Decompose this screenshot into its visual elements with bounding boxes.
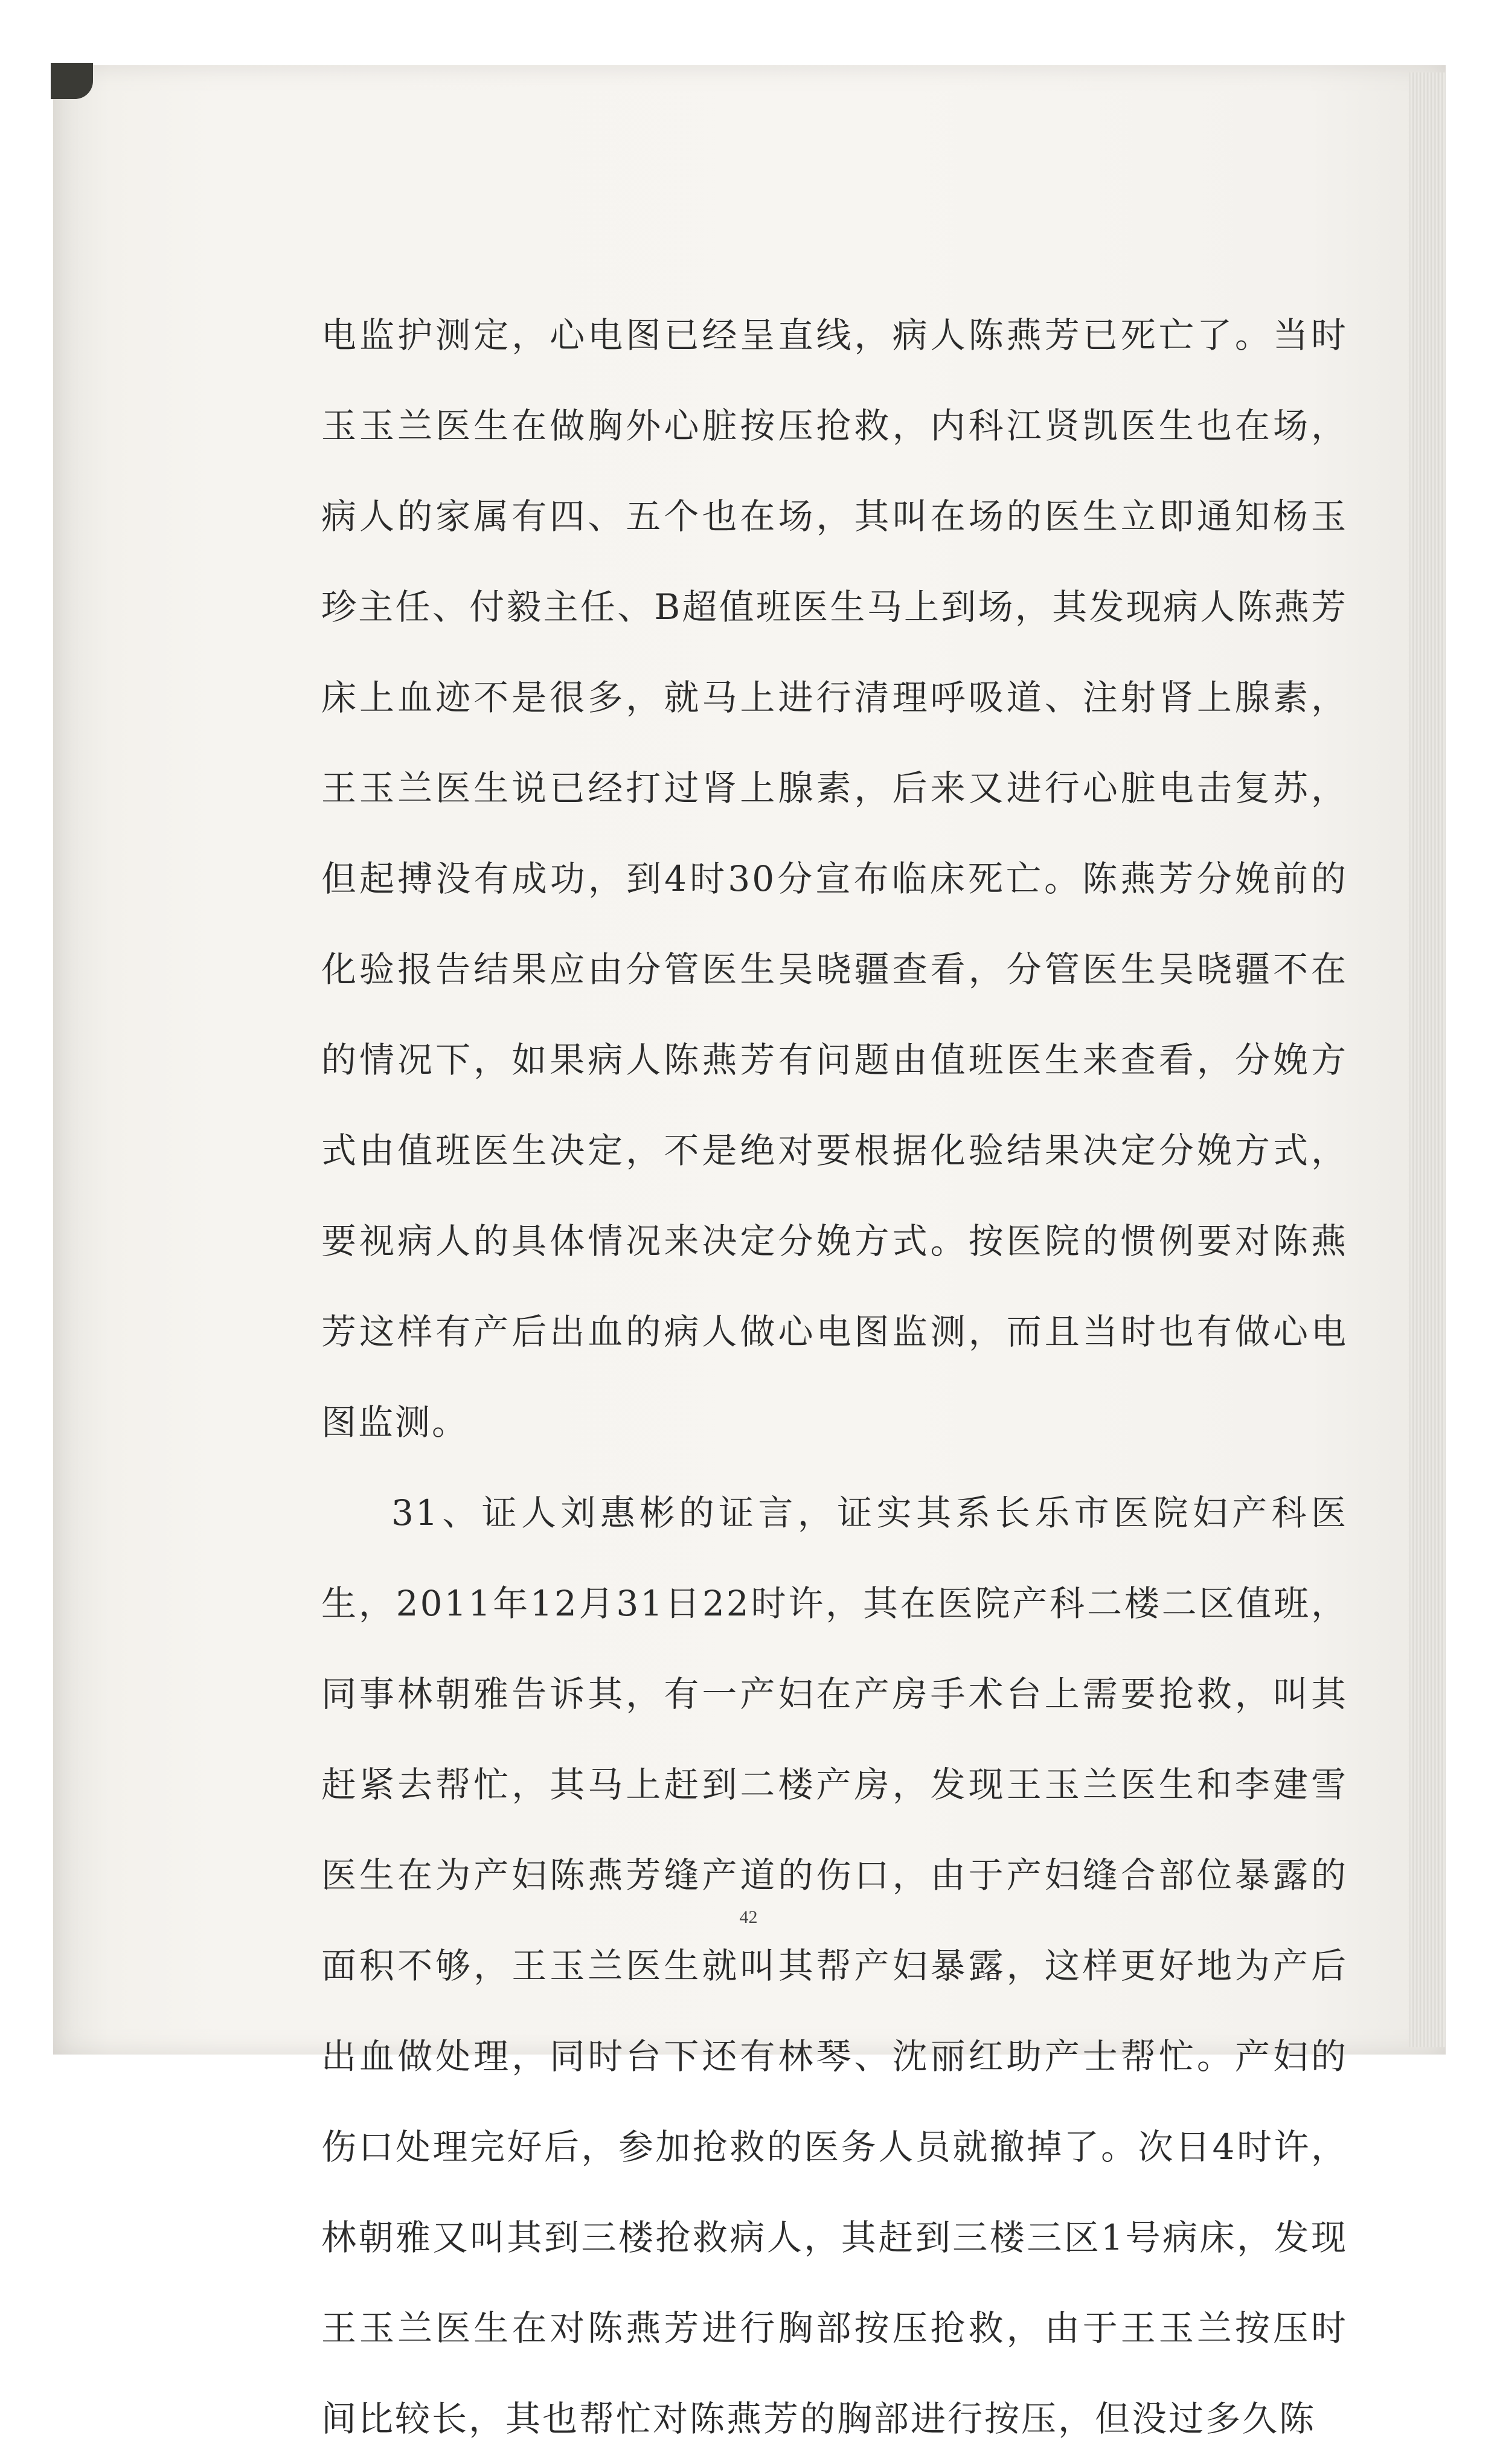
body-text: [321, 290, 1348, 2464]
dark-corner: [51, 63, 93, 99]
page-number: 42: [739, 1907, 758, 1927]
page-edge-stack: [1409, 72, 1446, 2047]
paragraph-witness-31: 31、证人刘惠彬的证言，证实其系长乐市医院妇产科医生，2011年12月31日22时许，其在医院产科二楼二区值班，同事林朝雅告诉其，有一产妇在产房手术台上需要抢救，叫其赶紧去帮忙，其马上赶到二楼产房，发现王玉兰医生和李建雪医生在为产妇陈燕芳缝产道的伤口，由于产妇缝合部位暴露的面积不够，王玉兰医生就叫其帮产妇暴露，这样更好地为产后出血做处理，同时台下还有林琴、沈丽红助产士帮忙。产妇的伤口处理完好后，参加抢救的医务人员就撤掉了。次日4时许，林朝雅又叫其到三楼抢救病人，其赶到三楼三区1号病床，发现王玉兰医生在对陈燕芳进行胸部按压抢救，由于王玉兰按压时间比较长，其也帮忙对陈燕芳的胸部进行按压，但没过多久陈: [321, 1492, 1348, 2439]
paragraph-continued: 电监护测定，心电图已经呈直线，病人陈燕芳已死亡了。当时玉玉兰医生在做胸外心脏按压抢救，内科江贤凯医生也在场，病人的家属有四、五个也在场，其叫在场的医生立即通知杨玉珍主任、付毅主任、B超值班医生马上到场，其发现病人陈燕芳床上血迹不是很多，就马上进行清理呼吸道、注射肾上腺素，王玉兰医生说已经打过肾上腺素，后来又进行心脏电击复苏，但起搏没有成功，到4时30分宣布临床死亡。陈燕芳分娩前的化验报告结果应由分管医生吴晓疆查看，分管医生吴晓疆不在的情况下，如果病人陈燕芳有问题由值班医生来查看，分娩方式由值班医生决定，不是绝对要根据化验结果决定分娩方式，要视病人的具体情况来决定分娩方式。按医院的惯例要对陈燕芳这样有产后出血的病人做心电图监测，而且当时也有做心电图监测。: [321, 315, 1348, 1443]
